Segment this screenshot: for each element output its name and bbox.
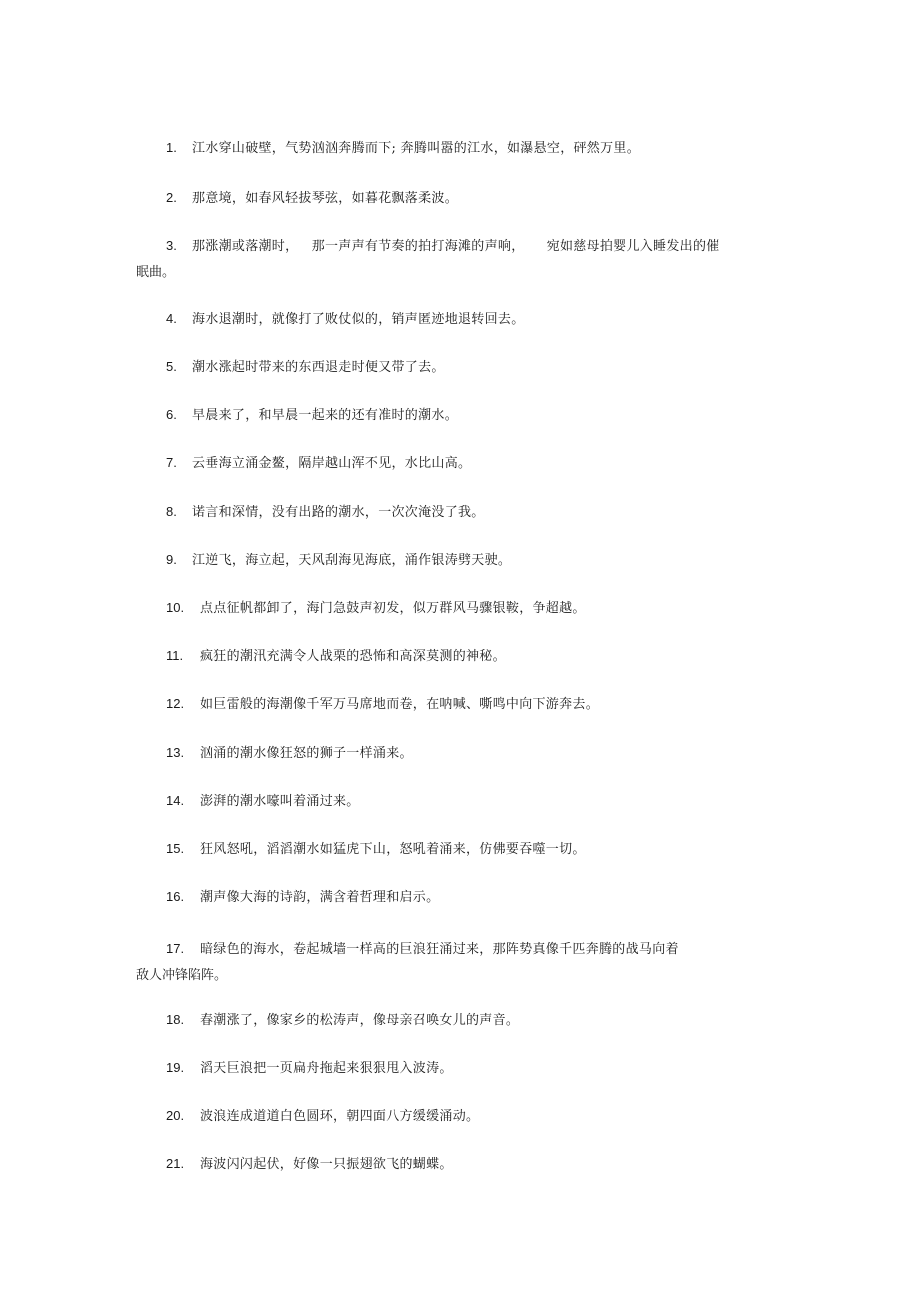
item-text: 云垂海立涌金鳌，隔岸越山浑不见，水比山高。 [192,456,472,471]
item-text: 暗绿色的海水，卷起城墙一样高的巨浪狂涌过来，那阵势真像千匹奔腾的战马向着 [200,942,679,957]
item-number: 2. [166,190,177,205]
item-text: 海水退潮时，就像打了败仗似的，销声匿迹地退转回去。 [192,312,525,327]
item-text: 汹涌的潮水像狂怒的狮子一样涌来。 [200,746,413,761]
list-item [136,233,776,286]
item-text-continued: 敌人冲锋陷阵。 [136,968,228,983]
list-item [166,788,766,815]
item-number: 10. [166,600,185,615]
item-number: 20. [166,1108,185,1123]
item-text: 海波闪闪起伏，好像一只振翅欲飞的蝴蝶。 [200,1157,453,1172]
item-text: 点点征帆都卸了，海门急鼓声初发，似万群风马骤银鞍，争超越。 [200,601,586,616]
list-item [166,691,766,718]
item-number: 16. [166,889,185,904]
item-text: 江逆飞，海立起，天风刮海见海底，涌作银涛劈天驶。 [192,553,512,568]
list-item [166,595,766,622]
item-text: 那意境，如春风轻拔琴弦，如暮花飘落柔波。 [192,191,459,206]
list-item [166,643,766,670]
item-number: 17. [166,941,185,956]
item-number: 12. [166,696,185,711]
item-number: 18. [166,1012,185,1027]
item-number: 8. [166,504,177,519]
item-text: 如巨雷般的海潮像千军万马席地而卷，在呐喊、嘶鸣中向下游奔去。 [200,697,600,712]
list-item [166,836,766,863]
list-item [166,306,766,333]
list-item [166,354,766,381]
item-text: 早晨来了，和早晨一起来的还有准时的潮水。 [192,408,459,423]
item-text: 疯狂的潮汛充满令人战栗的恐怖和高深莫测的神秘。 [200,649,506,664]
item-number: 11. [166,648,184,663]
item-text: 春潮涨了，像家乡的松涛声，像母亲召唤女儿的声音。 [200,1013,520,1028]
item-number: 14. [166,793,185,808]
item-number: 6. [166,407,177,422]
item-number: 19. [166,1060,185,1075]
item-text: 江水穿山破壁，气势汹汹奔腾而下; 奔腾叫嚣的江水，如瀑悬空，砰然万里。 [192,141,641,156]
list-item [166,884,766,911]
list-item [166,135,766,162]
list-item [166,740,766,767]
item-text: 滔天巨浪把一页扁舟拖起来狠狠甩入波涛。 [200,1061,453,1076]
list-item [166,1151,766,1178]
item-text: 波浪连成道道白色圆环，朝四面八方缓缓涌动。 [200,1109,480,1124]
list-item [166,1007,766,1034]
item-text: 那涨潮或落潮时， 那一声声有节奏的拍打海滩的声响， 宛如慈母拍婴儿入睡发出的催 [192,239,720,254]
list-item [136,936,746,989]
list-item [166,185,766,212]
item-text: 狂风怒吼，滔滔潮水如猛虎下山，怒吼着涌来，仿佛要吞噬一切。 [200,842,586,857]
item-number: 9. [166,552,177,567]
item-number: 4. [166,311,177,326]
list-item [166,547,766,574]
item-number: 13. [166,745,185,760]
item-text: 潮声像大海的诗韵，满含着哲理和启示。 [200,890,440,905]
list-item [166,499,766,526]
item-text-continued: 眠曲。 [136,265,176,280]
item-number: 7. [166,455,177,470]
list-item [166,1103,766,1130]
item-number: 3. [166,238,177,253]
item-number: 15. [166,841,185,856]
item-text: 澎湃的潮水嚎叫着涌过来。 [200,794,360,809]
item-number: 5. [166,359,177,374]
item-text: 诺言和深情，没有出路的潮水，一次次淹没了我。 [192,505,485,520]
list-item [166,1055,766,1082]
list-item [166,450,766,477]
item-number: 1. [166,140,177,155]
item-number: 21. [166,1156,185,1171]
item-text: 潮水涨起时带来的东西退走时便又带了去。 [192,360,445,375]
list-item [166,402,766,429]
